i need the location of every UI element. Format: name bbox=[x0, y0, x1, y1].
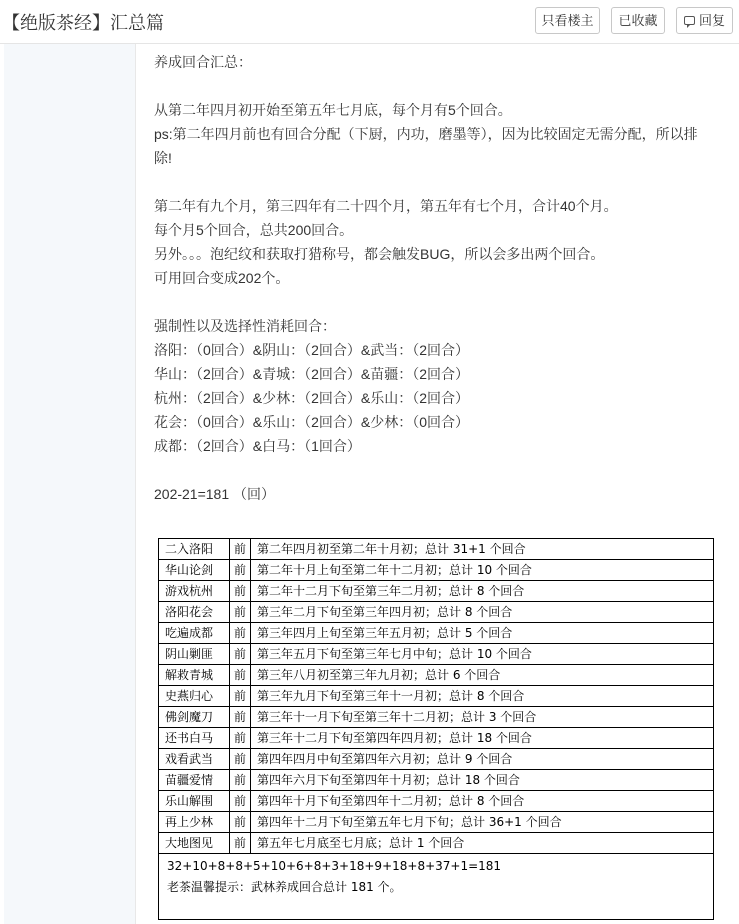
consumption-line: 华山：（2回合）&青城：（2回合）&苗疆：（2回合） bbox=[154, 366, 470, 382]
table-row bbox=[159, 644, 714, 665]
row-name: 苗疆爱情 bbox=[159, 770, 230, 791]
consumption-line: 成都：（2回合）&白马：（1回合） bbox=[154, 438, 361, 454]
row-desc: 第五年七月底至七月底；总计 1 个回合 bbox=[251, 833, 714, 854]
consumption-line: 杭州：（2回合）&少林：（2回合）&乐山：（2回合） bbox=[154, 390, 470, 406]
row-desc: 第三年九月下旬至第三年十一月初；总计 8 个回合 bbox=[251, 686, 714, 707]
row-desc: 第四年六月下旬至第四年十月初；总计 18 个回合 bbox=[251, 770, 714, 791]
row-desc: 第四年十月下旬至第四年十二月初；总计 8 个回合 bbox=[251, 791, 714, 812]
row-name: 华山论剑 bbox=[159, 560, 230, 581]
row-mark: 前 bbox=[230, 623, 251, 644]
table-row bbox=[159, 665, 714, 686]
consumption-line: 花会：（0回合）&乐山：（2回合）&少林：（0回合） bbox=[154, 414, 470, 430]
tip-line: 老茶温馨提示：武林养成回合总计 181 个。 bbox=[167, 880, 402, 894]
row-desc: 第三年四月上旬至第三年五月初；总计 5 个回合 bbox=[251, 623, 714, 644]
reply-button-label: 回复 bbox=[698, 13, 725, 28]
table-row bbox=[159, 728, 714, 749]
row-name: 乐山解围 bbox=[159, 791, 230, 812]
row-mark: 前 bbox=[230, 665, 251, 686]
author-sidebar bbox=[4, 44, 136, 924]
consumption-line: 洛阳：（0回合）&阴山：（2回合）&武当：（2回合） bbox=[154, 342, 470, 358]
table-row bbox=[159, 602, 714, 623]
row-desc: 第二年十二月下旬至第三年二月初；总计 8 个回合 bbox=[251, 581, 714, 602]
reply-icon bbox=[684, 16, 695, 25]
row-desc: 第二年四月初至第二年十月初；总计 31+1 个回合 bbox=[251, 539, 714, 560]
row-desc: 第四年十二月下旬至第五年七月下旬；总计 36+1 个回合 bbox=[251, 812, 714, 833]
row-desc: 第三年八月初至第三年九月初；总计 6 个回合 bbox=[251, 665, 714, 686]
row-mark: 前 bbox=[230, 539, 251, 560]
row-mark: 前 bbox=[230, 770, 251, 791]
reply-button[interactable] bbox=[676, 7, 733, 34]
thread-header bbox=[0, 0, 739, 44]
thread-title: 【绝版茶经】汇总篇 bbox=[2, 13, 164, 33]
post-content bbox=[154, 50, 724, 506]
row-mark: 前 bbox=[230, 812, 251, 833]
row-name: 洛阳花会 bbox=[159, 602, 230, 623]
post-text-line: 另外。。。泡纪纹和获取打猎称号，都会触发BUG，所以会多出两个回合。 bbox=[154, 246, 605, 262]
schedule-table-image bbox=[158, 538, 714, 924]
table-row bbox=[159, 749, 714, 770]
table-row bbox=[159, 791, 714, 812]
table-row bbox=[159, 581, 714, 602]
post-text-line: 可用回合变成202个。 bbox=[154, 270, 290, 286]
row-name: 戏看武当 bbox=[159, 749, 230, 770]
row-desc: 第二年十月上旬至第二年十二月初；总计 10 个回合 bbox=[251, 560, 714, 581]
post-text-line: 除! bbox=[154, 150, 172, 166]
row-mark: 前 bbox=[230, 749, 251, 770]
row-mark: 前 bbox=[230, 602, 251, 623]
row-mark: 前 bbox=[230, 581, 251, 602]
consumption-title: 强制性以及选择性消耗回合： bbox=[154, 318, 336, 334]
row-name: 史燕归心 bbox=[159, 686, 230, 707]
post-text-line: 第二年有九个月，第三四年有二十四个月，第五年有七个月，合计40个月。 bbox=[154, 198, 618, 214]
row-name: 再上少林 bbox=[159, 812, 230, 833]
row-desc: 第三年十二月下旬至第四年四月初；总计 18 个回合 bbox=[251, 728, 714, 749]
row-name: 游戏杭州 bbox=[159, 581, 230, 602]
post-text-line: ps:第二年四月前也有回合分配（下厨，内功，磨墨等），因为比较固定无需分配，所以排 bbox=[154, 126, 698, 142]
row-mark: 前 bbox=[230, 728, 251, 749]
table-row bbox=[159, 812, 714, 833]
row-mark: 前 bbox=[230, 560, 251, 581]
favorited-button[interactable]: 已收藏 bbox=[611, 7, 665, 34]
row-name: 阴山剿匪 bbox=[159, 644, 230, 665]
row-name: 大地图见 bbox=[159, 833, 230, 854]
row-name: 吃遍成都 bbox=[159, 623, 230, 644]
only-author-button[interactable]: 只看楼主 bbox=[535, 7, 600, 34]
table-row bbox=[159, 770, 714, 791]
row-desc: 第三年十一月下旬至第三年十二月初；总计 3 个回合 bbox=[251, 707, 714, 728]
post-text-line: 每个月5个回合，总共200回合。 bbox=[154, 222, 354, 238]
table-row bbox=[159, 707, 714, 728]
table-row bbox=[159, 686, 714, 707]
table-row bbox=[159, 623, 714, 644]
row-mark: 前 bbox=[230, 686, 251, 707]
schedule-table bbox=[158, 538, 714, 854]
row-name: 二入洛阳 bbox=[159, 539, 230, 560]
row-desc: 第三年二月下旬至第三年四月初；总计 8 个回合 bbox=[251, 602, 714, 623]
table-row bbox=[159, 560, 714, 581]
row-mark: 前 bbox=[230, 707, 251, 728]
row-mark: 前 bbox=[230, 791, 251, 812]
table-row bbox=[159, 539, 714, 560]
table-summary bbox=[158, 854, 714, 920]
post-text-line: 从第二年四月初开始至第五年七月底，每个月有5个回合。 bbox=[154, 102, 512, 118]
table-row bbox=[159, 833, 714, 854]
row-mark: 前 bbox=[230, 833, 251, 854]
sum-formula: 32+10+8+8+5+10+6+8+3+18+9+18+8+37+1=181 bbox=[167, 859, 502, 873]
row-desc: 第四年四月中旬至第四年六月初；总计 9 个回合 bbox=[251, 749, 714, 770]
row-name: 还书白马 bbox=[159, 728, 230, 749]
row-desc: 第三年五月下旬至第三年七月中旬；总计 10 个回合 bbox=[251, 644, 714, 665]
row-name: 佛剑魔刀 bbox=[159, 707, 230, 728]
post-heading: 养成回合汇总： bbox=[154, 54, 252, 70]
row-mark: 前 bbox=[230, 644, 251, 665]
total-line: 202-21=181 （回） bbox=[154, 486, 276, 502]
row-name: 解救青城 bbox=[159, 665, 230, 686]
